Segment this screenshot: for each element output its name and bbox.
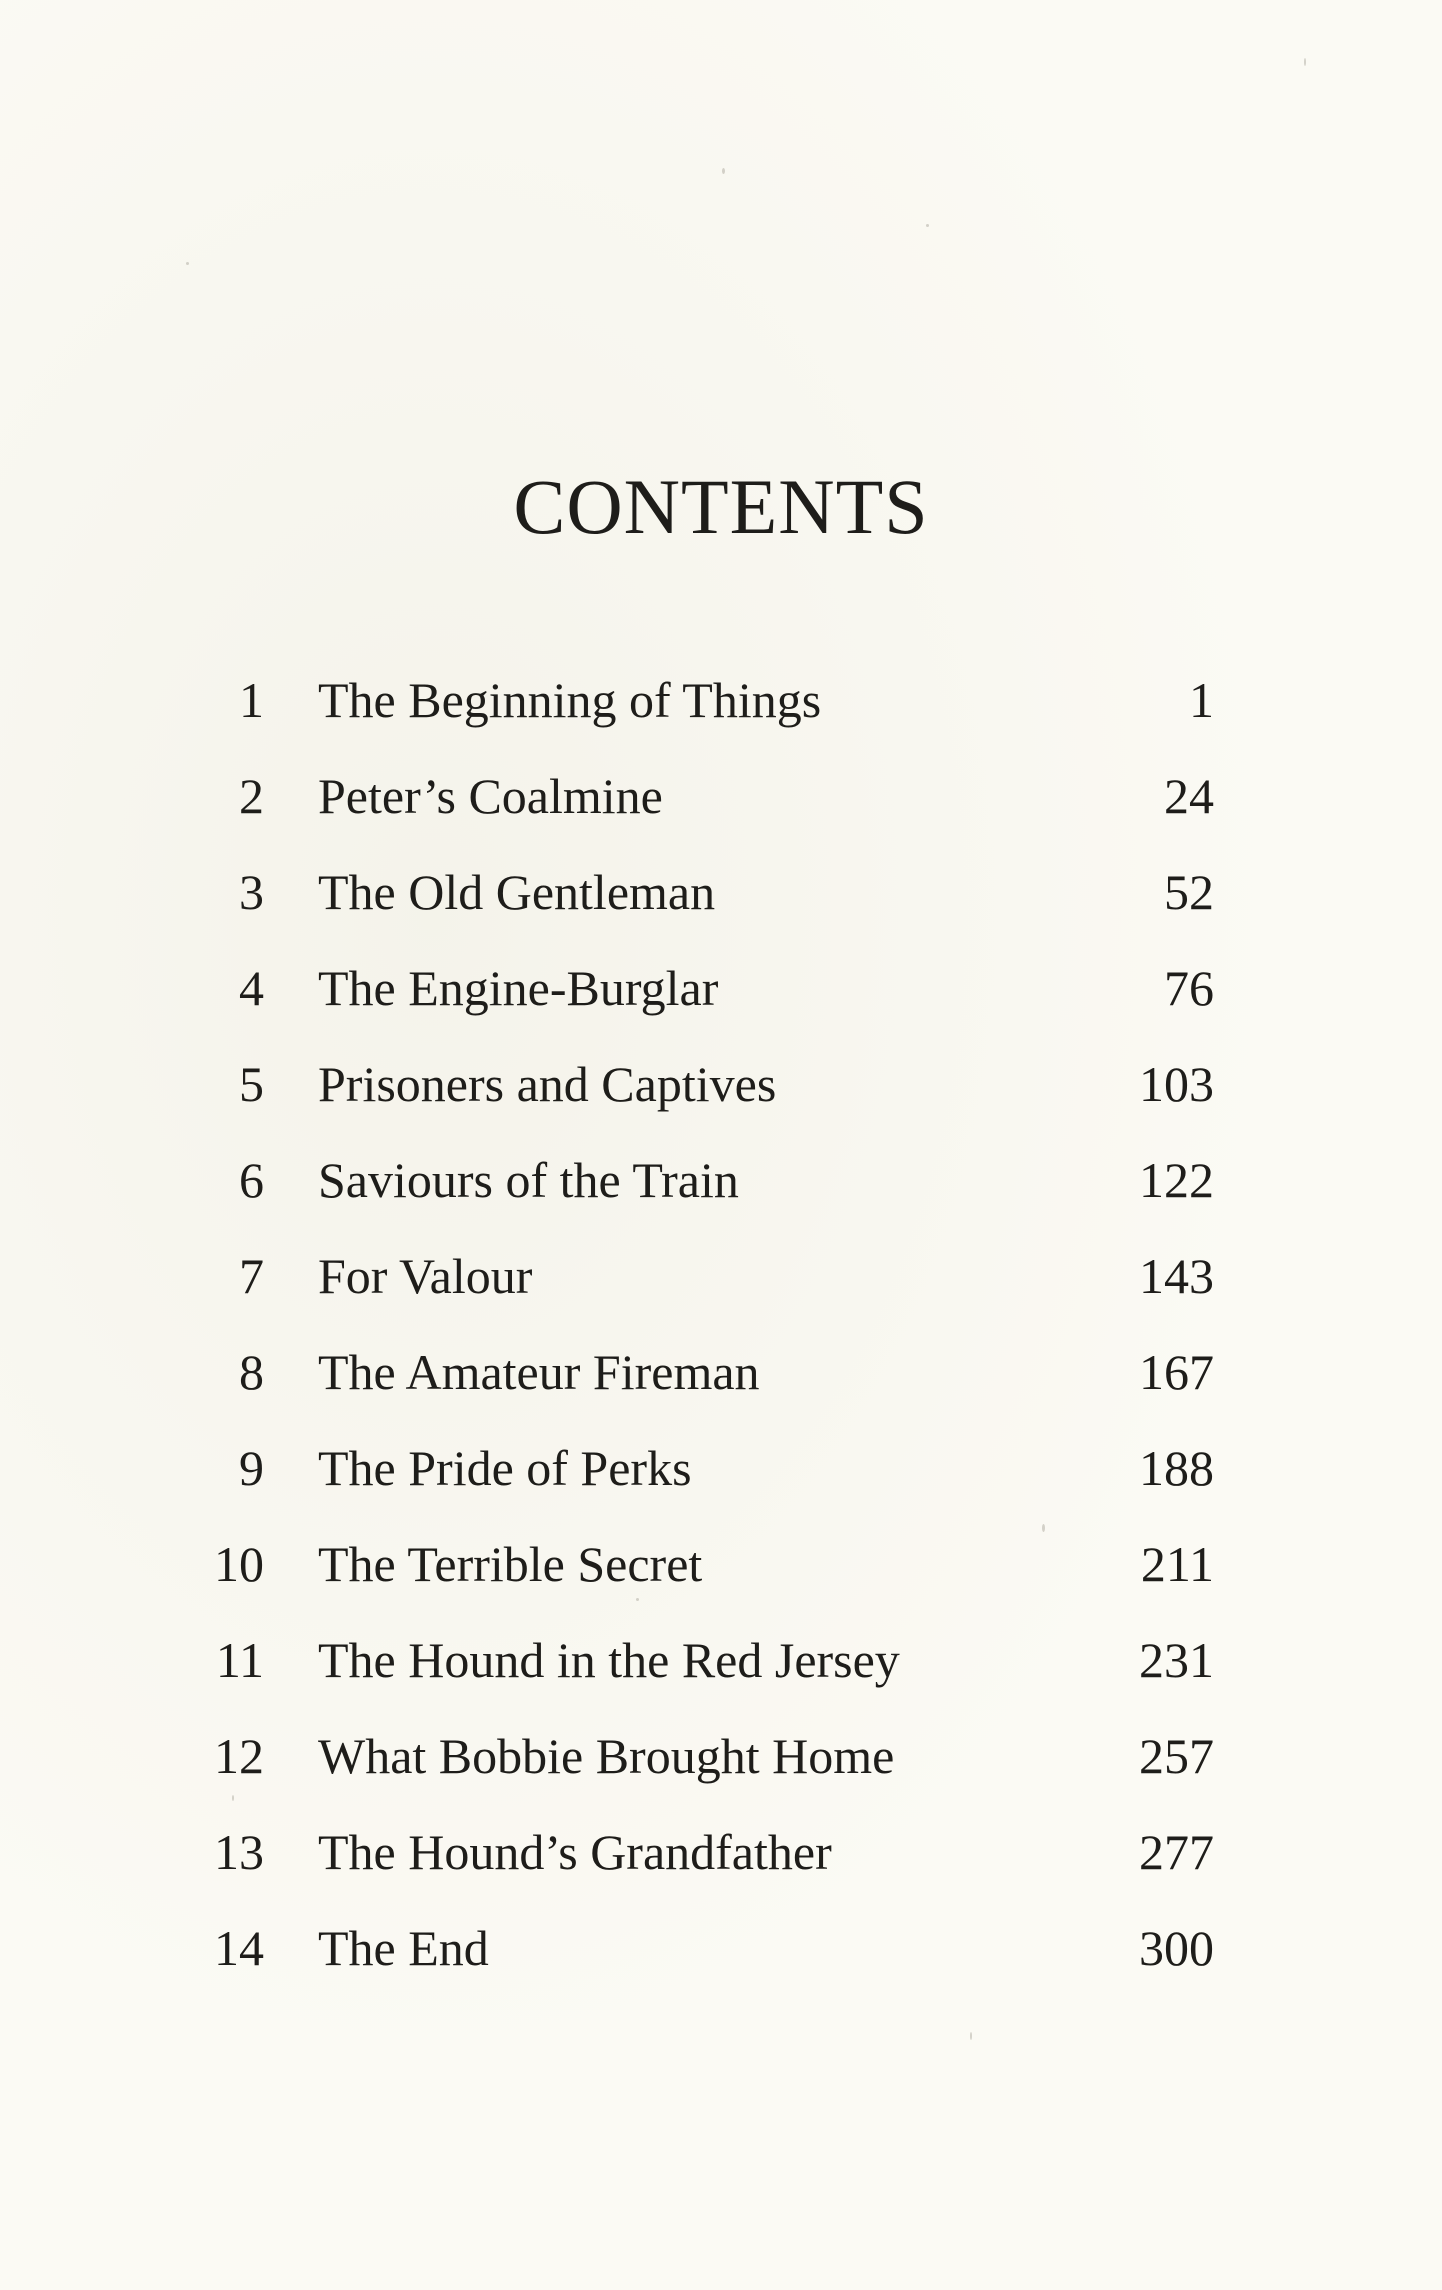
paper-speck <box>1304 58 1306 66</box>
chapter-number: 13 <box>214 1824 264 1880</box>
chapter-number: 4 <box>239 960 264 1016</box>
chapter-title: Peter’s Coalmine <box>318 768 663 824</box>
page-title-text: CONTENTS <box>513 463 929 550</box>
chapter-number: 2 <box>239 768 264 824</box>
chapter-page-number: 188 <box>1139 1440 1214 1496</box>
chapter-page-number: 24 <box>1164 768 1214 824</box>
chapter-page-number: 122 <box>1139 1152 1214 1208</box>
toc-row[interactable] <box>0 1900 1442 1996</box>
chapter-number: 11 <box>215 1632 264 1688</box>
toc-row[interactable] <box>0 940 1442 1036</box>
chapter-number: 12 <box>214 1728 264 1784</box>
toc-row[interactable] <box>0 1420 1442 1516</box>
chapter-number: 5 <box>239 1056 264 1112</box>
chapter-title: The Old Gentleman <box>318 864 716 920</box>
toc-row[interactable] <box>0 1324 1442 1420</box>
chapter-number: 9 <box>239 1440 264 1496</box>
chapter-title: The Beginning of Things <box>318 672 822 728</box>
paper-speck <box>1042 1524 1045 1532</box>
toc-row[interactable] <box>0 1036 1442 1132</box>
page-title <box>0 463 1442 550</box>
chapter-number: 6 <box>239 1152 264 1208</box>
chapter-page-number: 143 <box>1139 1248 1214 1304</box>
paper-speck <box>186 262 189 265</box>
chapter-page-number: 76 <box>1164 960 1214 1016</box>
toc-row[interactable] <box>0 1612 1442 1708</box>
toc-row[interactable] <box>0 1228 1442 1324</box>
chapter-title: The Terrible Secret <box>318 1536 703 1592</box>
chapter-page-number: 231 <box>1139 1632 1214 1688</box>
chapter-page-number: 167 <box>1139 1344 1214 1400</box>
toc-row[interactable] <box>0 1708 1442 1804</box>
paper-speck <box>232 1795 234 1801</box>
chapter-title: The Amateur Fireman <box>318 1344 760 1400</box>
toc-row[interactable] <box>0 1516 1442 1612</box>
paper-speck <box>722 168 725 174</box>
chapter-page-number: 1 <box>1189 672 1214 728</box>
toc-row[interactable] <box>0 652 1442 748</box>
chapter-title: The Hound in the Red Jersey <box>318 1632 900 1688</box>
paper-speck <box>926 224 929 227</box>
chapter-page-number: 52 <box>1164 864 1214 920</box>
chapter-number: 10 <box>214 1536 264 1592</box>
chapter-page-number: 277 <box>1139 1824 1214 1880</box>
chapter-number: 3 <box>239 864 264 920</box>
toc-row[interactable] <box>0 844 1442 940</box>
chapter-title: For Valour <box>318 1248 533 1304</box>
paper-speck <box>970 2032 972 2040</box>
paper-speck <box>636 1598 639 1601</box>
chapter-page-number: 103 <box>1139 1056 1214 1112</box>
toc-row[interactable] <box>0 1804 1442 1900</box>
chapter-title: The Pride of Perks <box>318 1440 692 1496</box>
chapter-title: Prisoners and Captives <box>318 1056 777 1112</box>
chapter-number: 14 <box>214 1920 264 1976</box>
chapter-page-number: 300 <box>1139 1920 1214 1976</box>
toc-row[interactable] <box>0 748 1442 844</box>
chapter-page-number: 211 <box>1140 1536 1214 1592</box>
chapter-page-number: 257 <box>1139 1728 1214 1784</box>
chapter-number: 1 <box>239 672 264 728</box>
chapter-title: The Engine-Burglar <box>318 960 719 1016</box>
chapter-title: What Bobbie Brought Home <box>318 1728 895 1784</box>
chapter-number: 8 <box>239 1344 264 1400</box>
chapter-title: The End <box>318 1920 489 1976</box>
chapter-title: Saviours of the Train <box>318 1152 739 1208</box>
chapter-title: The Hound’s Grandfather <box>318 1824 832 1880</box>
toc-row[interactable] <box>0 1132 1442 1228</box>
chapter-number: 7 <box>239 1248 264 1304</box>
